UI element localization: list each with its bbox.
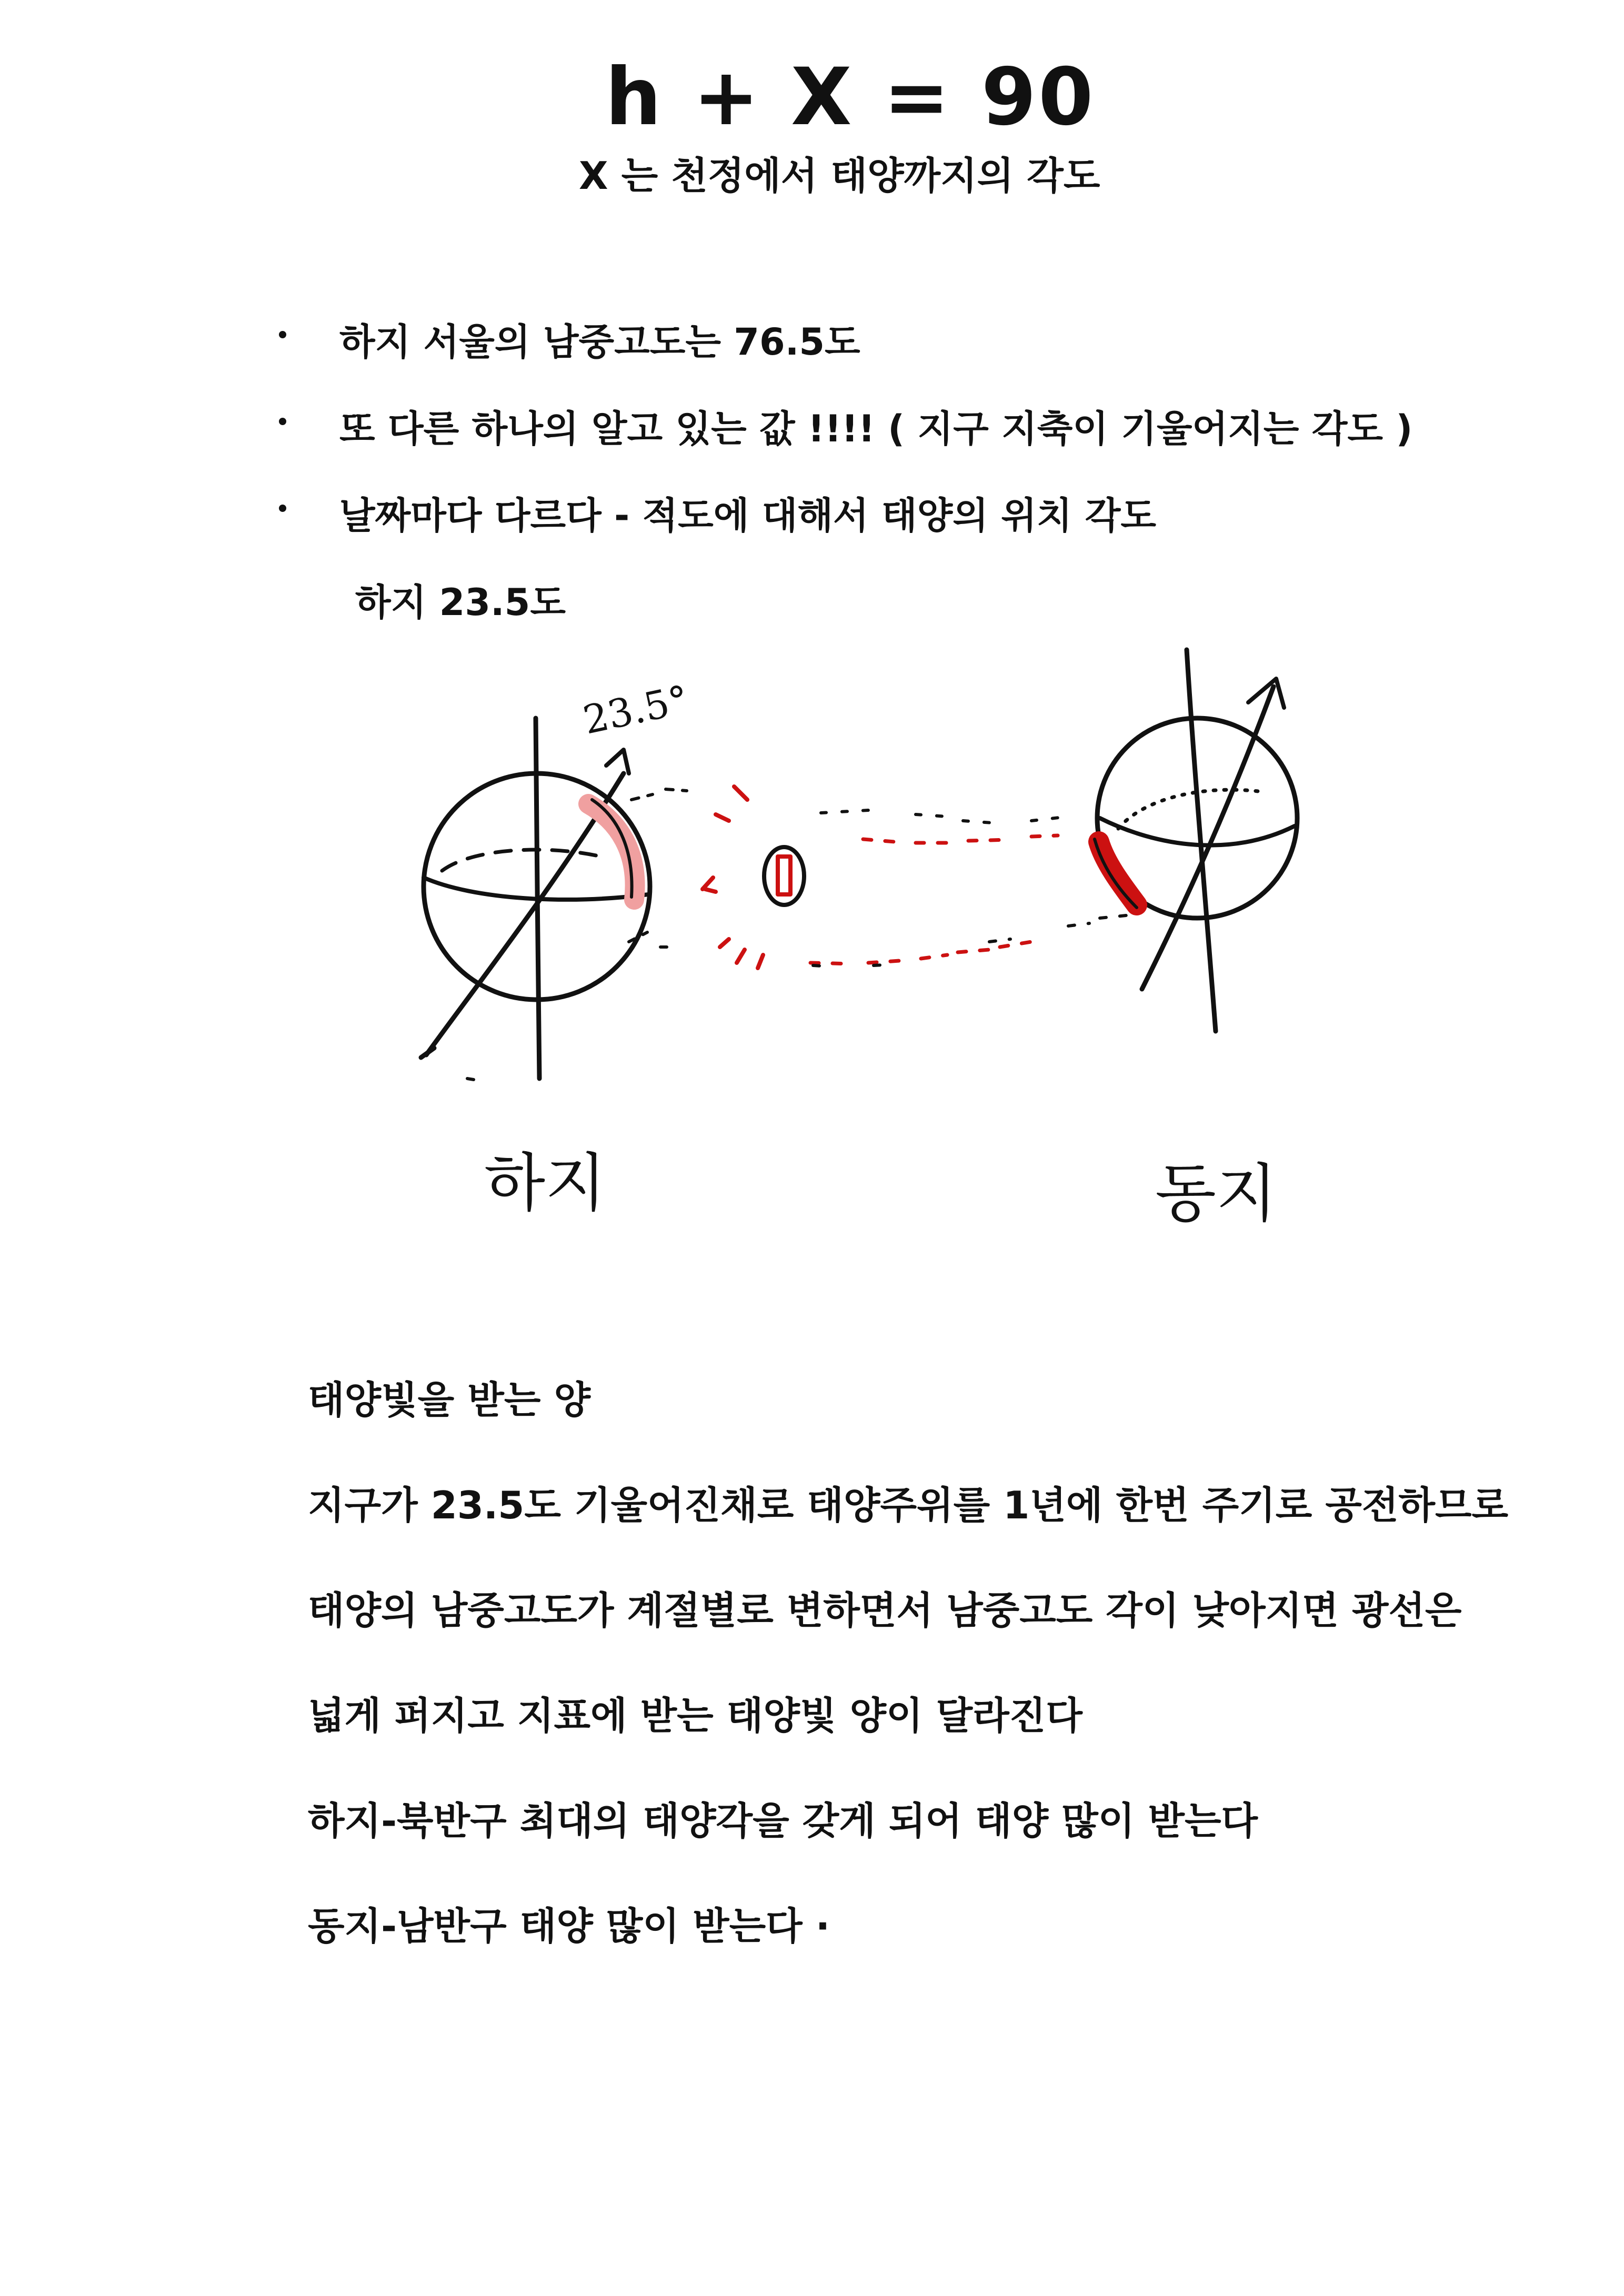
bullet-dot-icon	[279, 331, 286, 338]
orbit-bottom-red	[810, 942, 1031, 964]
sun-ray	[720, 939, 729, 947]
summer-axis-arrowhead	[606, 750, 629, 773]
bullet-text: 하지 서울의 남중고도는 76.5도	[339, 320, 860, 364]
solstice-diagram	[0, 631, 1624, 1273]
bullet-item	[279, 320, 1412, 410]
page-title: h + X = 90	[605, 52, 1096, 143]
sun-ray	[737, 950, 745, 963]
summer-ray-tick	[467, 1079, 474, 1080]
summer-ray-top	[631, 789, 687, 800]
paragraph-line: 동지-남반구 태양 많이 받는다 ·	[308, 1904, 830, 1948]
paragraph-line: 넓게 퍼지고 지표에 받는 태양빛 양이 달라진다	[308, 1694, 1082, 1738]
orbit-path	[810, 810, 1126, 966]
bullet-sub-text: 하지 23.5도	[355, 581, 566, 624]
winter-solstice-label: 동지	[1155, 1157, 1277, 1231]
angle-annotation: 23.5°	[579, 677, 693, 743]
sun-ray	[716, 814, 729, 821]
paragraph-line: 지구가 23.5도 기울어진채로 태양주위를 1년에 한번 주기로 공전하므로	[308, 1483, 1509, 1527]
bullet-text: 날짜마다 다르다 - 적도에 대해서 태양의 위치 각도	[339, 494, 1157, 537]
summer-equator-back	[442, 850, 605, 871]
bullet-dot-icon	[279, 505, 286, 512]
winter-lit-band	[1099, 842, 1137, 905]
summer-solstice-label: 하지	[484, 1147, 606, 1220]
sun-core	[778, 857, 790, 894]
winter-earth	[1095, 650, 1297, 1031]
sun-ray	[758, 955, 763, 968]
page-subtitle: X 는 천정에서 태양까지의 각도	[579, 154, 1100, 198]
winter-equator-back	[1118, 790, 1263, 829]
bullet-list	[279, 320, 1413, 671]
bullet-item	[279, 407, 1413, 497]
sun-ray	[734, 787, 747, 800]
bullet-item	[279, 494, 1412, 584]
sun	[703, 787, 804, 968]
bullet-text: 또 다른 하나의 알고 있는 값 !!!! ( 지구 지축이 기울어지는 각도 )	[339, 407, 1413, 450]
paragraph-line: 태양의 남중고도가 계절별로 변하면서 남중고도 각이 낮아지면 광선은	[308, 1588, 1462, 1633]
paragraph-line: 태양빛을 받는 양	[308, 1378, 590, 1422]
orbit-top-black	[821, 810, 1068, 823]
paragraph-line: 하지-북반구 최대의 태양각을 갖게 되어 태양 많이 받는다	[308, 1799, 1258, 1843]
sun-ray	[703, 878, 716, 892]
bullet-dot-icon	[279, 418, 286, 425]
orbit-bottom-black	[813, 915, 1126, 966]
summer-earth	[421, 718, 687, 1080]
orbit-top-red	[863, 835, 1058, 843]
